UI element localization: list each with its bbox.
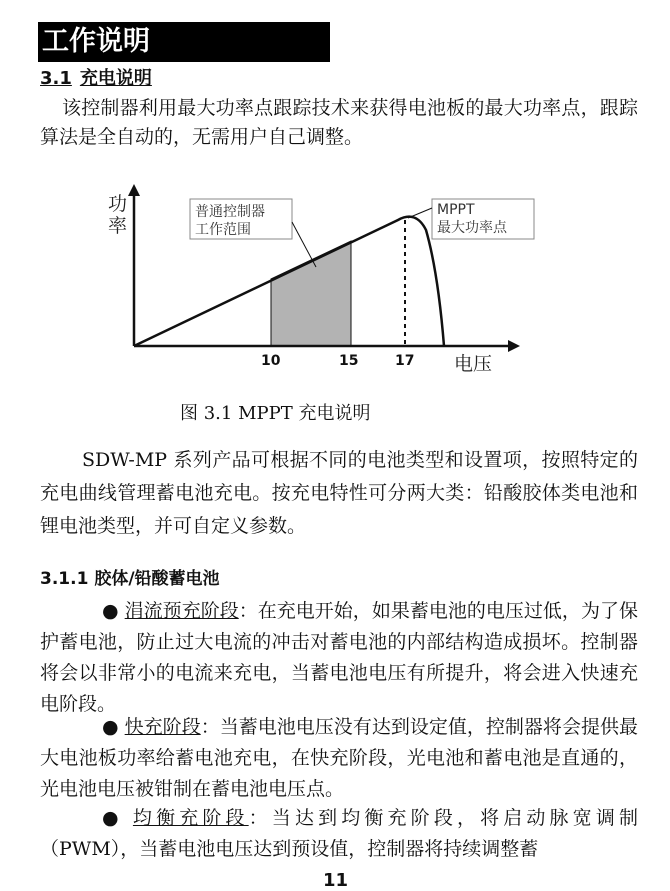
mppt-label-line1: MPPT — [437, 202, 475, 218]
normal-range-label-line2: 工作范围 — [195, 222, 251, 238]
subsection-number: 3.1.1 — [40, 569, 89, 589]
stage-description: ：当蓄电池电压没有达到设定值，控制器将会提供最大电池板功率给蓄电池充电，在快充阶段，光电池和蓄电池是直通的，光电池电压被钳制在蓄电池电压点。 — [40, 716, 638, 800]
stage-description: ：在充电开始，如果蓄电池的电压过低，为了保护蓄电池，防止过大电流的冲击对蓄电池的内部结构造成损坏。控制器将会以非常小的电流来充电，当蓄电池电压有所提升，将会进入快速充电阶段。 — [40, 600, 638, 715]
stage-name: 快充阶段 — [124, 716, 201, 738]
mppt-power-voltage-diagram — [98, 182, 538, 382]
x-axis-arrow — [508, 340, 520, 352]
figure-caption: 图 3.1 MPPT 充电说明 — [180, 403, 371, 424]
stage-name: 涓流预充阶段 — [124, 600, 239, 622]
mppt-label-line2: 最大功率点 — [437, 220, 507, 236]
tick-label-10: 10 — [261, 353, 281, 369]
bullet-equalize-charge — [40, 803, 638, 865]
tick-label-17: 17 — [395, 353, 415, 369]
bullet-trickle-precharge — [40, 596, 638, 720]
subsection-heading — [40, 567, 220, 591]
stage-name: 均衡充阶段 — [132, 807, 249, 829]
mppt-pointer — [408, 208, 432, 218]
subsection-title-text: 胶体/铅酸蓄电池 — [94, 569, 220, 589]
x-axis-label: 电压 — [454, 353, 493, 375]
y-axis-label-line1: 功 — [108, 193, 128, 215]
chapter-title: 工作说明 — [38, 22, 330, 62]
intro-paragraph: 该控制器利用最大功率点跟踪技术来获得电池板的最大功率点，跟踪算法是全自动的，无需用户自己调整。 — [40, 97, 638, 148]
tick-label-15: 15 — [339, 353, 359, 369]
section-number: 3.1 — [40, 68, 72, 89]
y-axis-arrow — [128, 184, 140, 196]
bullet-icon: ● — [102, 807, 123, 829]
normal-range-pointer — [292, 222, 316, 267]
y-axis-label-line2: 率 — [108, 215, 128, 237]
section-title-text: 充电说明 — [79, 68, 152, 89]
bullet-fast-charge — [40, 712, 638, 805]
bullet-icon: ● — [102, 716, 119, 738]
normal-range-label-line1: 普通控制器 — [195, 204, 265, 220]
stage-description: ：当达到均衡充阶段，将启动脉宽调制（PWM），当蓄电池电压达到预设值，控制器将持续调整蓄 — [40, 807, 638, 860]
page-number: 11 — [323, 870, 349, 891]
bullet-icon: ● — [102, 600, 119, 622]
section-heading — [40, 67, 152, 91]
paragraph-product-description: SDW-MP 系列产品可根据不同的电池类型和设置项，按照特定的充电曲线管理蓄电池充电。按充电特性可分两大类：铅酸胶体类电池和锂电池类型，并可自定义参数。 — [40, 449, 638, 537]
